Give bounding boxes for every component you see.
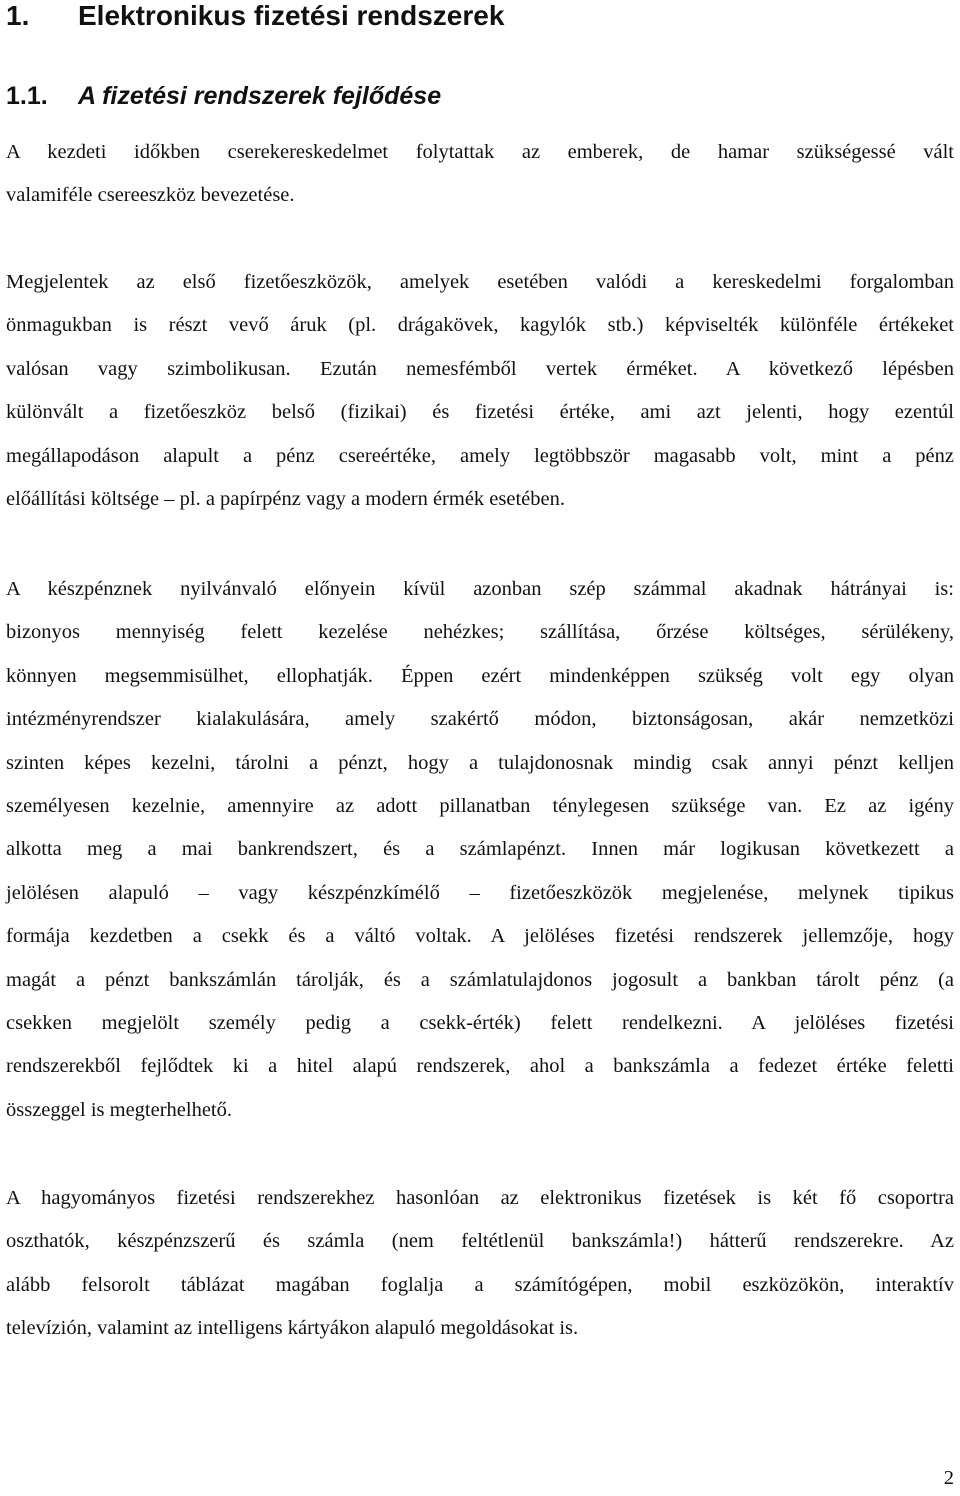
- text-line: előállítási költsége – pl. a papírpénz vagy a modern érmék esetében.: [6, 488, 565, 511]
- text-line: Megjelentek az első fizetőeszközök, amelyek esetében valódi a kereskedelmi forgalomban: [6, 271, 954, 293]
- text-line: önmagukban is részt vevő áruk (pl. drágakövek, kagylók stb.) képviselték különféle értékeket: [6, 314, 954, 337]
- text-line: valamiféle csereeszköz bevezetése.: [6, 184, 295, 207]
- text-line: szinten képes kezelni, tárolni a pénzt, hogy a tulajdonosnak mindig csak annyi pénzt kelljen: [6, 751, 954, 774]
- text-line: könnyen megsemmisülhet, ellophatják. Éppen ezért mindenképpen szükség volt egy olyan: [6, 664, 954, 687]
- text-line: valósan vagy szimbolikusan. Ezután nemesfémből vertek érméket. A következő lépésben: [6, 357, 954, 380]
- paragraph-intro: [6, 131, 954, 218]
- section-number: 1.1.: [6, 82, 48, 110]
- text-line: alább felsorolt táblázat magában foglalja a számítógépen, mobil eszközökön, interaktív: [6, 1273, 954, 1296]
- section-title: A fizetési rendszerek fejlődése: [78, 82, 442, 110]
- paragraph-first-means-of-payment: [6, 261, 954, 521]
- paragraph-cash-disadvantages: [6, 568, 954, 1132]
- section-heading: [6, 80, 441, 112]
- text-line: oszthatók, készpénzszerű és számla (nem feltétlenül bankszámla!) hátterű rendszerekre. Az: [6, 1230, 954, 1253]
- text-line: A készpénznek nyilvánvaló előnyein kívül azonban szép számmal akadnak hátrányai is:: [6, 578, 954, 600]
- paragraph-electronic-payment-groups: [6, 1177, 954, 1351]
- chapter-number: 1.: [6, 0, 30, 31]
- chapter-title: Elektronikus fizetési rendszerek: [78, 0, 505, 31]
- text-line: összeggel is megterhelhető.: [6, 1098, 233, 1121]
- text-line: megállapodáson alapult a pénz csereértéke, amely legtöbbször magasabb volt, mint a pénz: [6, 444, 954, 467]
- text-line: alkotta meg a mai bankrendszert, és a számlapénzt. Innen már logikusan következett a: [6, 838, 954, 861]
- chapter-heading: [6, 0, 504, 34]
- text-line: A kezdeti időkben cserekereskedelmet folytattak az emberek, de hamar szükségessé vált: [6, 141, 954, 163]
- text-line: bizonyos mennyiség felett kezelése nehézkes; szállítása, őrzése költséges, sérülékeny,: [6, 621, 954, 644]
- text-line: személyesen kezelnie, amennyire az adott pillanatban ténylegesen szüksége van. Ez az igény: [6, 795, 954, 818]
- text-line: jelölésen alapuló – vagy készpénzkímélő – fizetőeszközök megjelenése, melynek tipikus: [6, 881, 954, 904]
- text-line: intézményrendszer kialakulására, amely szakértő módon, biztonságosan, akár nemzetközi: [6, 708, 954, 731]
- text-line: magát a pénzt bankszámlán tárolják, és a számlatulajdonos jogosult a bankban tárolt pénz (a: [6, 968, 954, 991]
- text-line: televízión, valamint az intelligens kártyákon alapuló megoldásokat is.: [6, 1317, 579, 1340]
- page-number: 2: [943, 1467, 954, 1489]
- text-line: különvált a fizetőeszköz belső (fizikai) és fizetési értéke, ami azt jelenti, hogy ezentúl: [6, 401, 954, 424]
- text-line: formája kezdetben a csekk és a váltó voltak. A jelöléses fizetési rendszerek jellemzője, hogy: [6, 925, 954, 948]
- text-line: csekken megjelölt személy pedig a csekk-érték) felett rendelkezni. A jelöléses fizetési: [6, 1012, 954, 1035]
- text-line: A hagyományos fizetési rendszerekhez hasonlóan az elektronikus fizetések is két fő csoportra: [6, 1187, 954, 1209]
- text-line: rendszerekből fejlődtek ki a hitel alapú rendszerek, ahol a bankszámla a fedezet értéke feletti: [6, 1055, 954, 1078]
